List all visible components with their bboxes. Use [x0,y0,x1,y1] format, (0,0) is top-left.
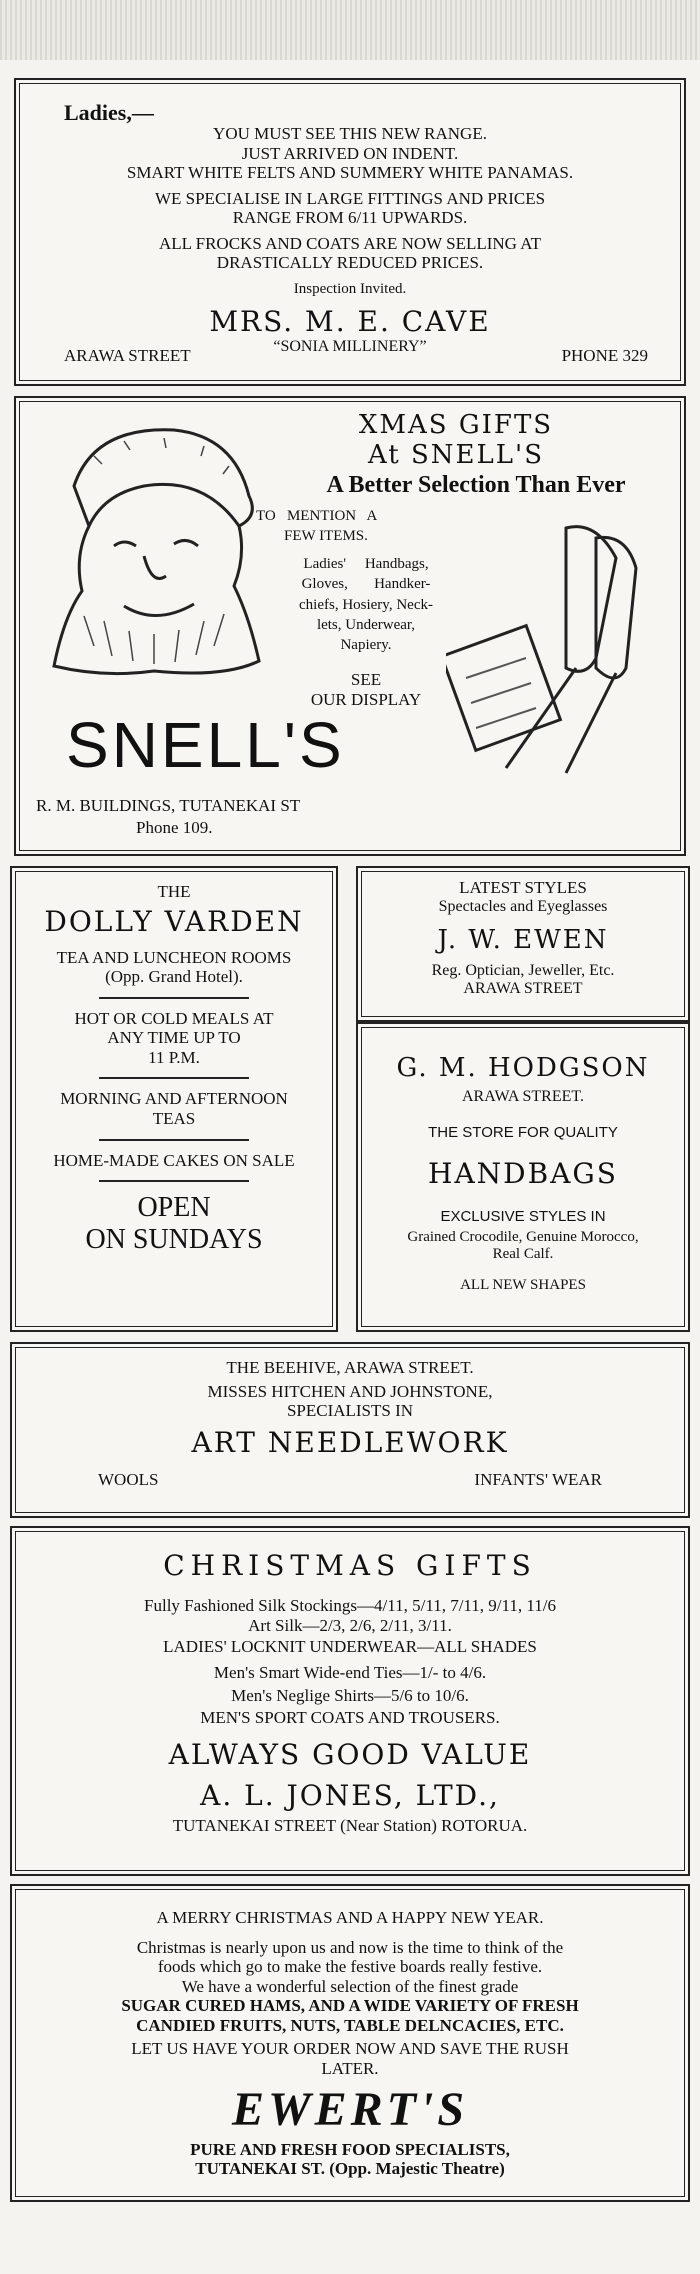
beehive-line: MISSES HITCHEN AND JOHNSTONE, [207,1381,493,1401]
hodgson-materials: Real Calf. [492,1246,554,1263]
page-top-edge [0,0,700,60]
cave-street: ARAWA STREET [64,346,191,365]
snells-item: Gloves, Handker- [301,576,431,593]
ad-ewen [356,866,690,1022]
snells-intro: TO MENTION A [256,508,378,524]
cave-line: SMART WHITE FELTS AND SUMMERY WHITE PANAMAS. [126,163,574,183]
cave-invite: Inspection Invited. [293,280,407,297]
divider [99,1180,249,1182]
snells-see: SEE [350,670,382,689]
jones-address: TUTANEKAI STREET (Near Station) ROTORUA. [172,1815,528,1835]
dolly-meals: HOT OR COLD MEALS AT [74,1008,274,1028]
hodgson-materials: Grained Crocodile, Genuine Morocco, [407,1228,639,1245]
dolly-teas: TEAS [152,1109,196,1129]
snells-name: SNELL'S [66,709,345,781]
ewerts-para: foods which go to make the festive boards really festive. [157,1957,543,1977]
cave-shop: “SONIA MILLINERY” [273,338,427,356]
dolly-the: THE [157,882,191,901]
ewerts-para: LATER. [321,2058,379,2078]
jones-line: Fully Fashioned Silk Stockings—4/11, 5/11, 7/11, 9/11, 11/6 [144,1596,556,1616]
hodgson-street: ARAWA STREET. [462,1087,584,1105]
divider [99,1077,249,1079]
ewerts-greet: A MERRY CHRISTMAS AND A HAPPY NEW YEAR. [156,1908,544,1927]
jones-line: LADIES' LOCKNIT UNDERWEAR—ALL SHADES [163,1637,537,1657]
dolly-line: (Opp. Grand Hotel). [105,967,243,987]
snells-subtitle: At SNELL'S [367,440,545,470]
beehive-wools: WOOLS [98,1470,159,1489]
ad-dolly-varden [10,866,338,1332]
ewerts-para: LET US HAVE YOUR ORDER NOW AND SAVE THE RUSH [131,2039,569,2059]
snells-intro: FEW ITEMS. [284,528,368,544]
ad-hodgson [356,1022,690,1332]
ewen-line: LATEST STYLES [459,878,587,897]
hodgson-shapes: ALL NEW SHAPES [460,1277,586,1294]
snells-phone: Phone 109. [136,818,213,837]
snells-title: XMAS GIFTS [358,410,554,440]
snells-tagline: A Better Selection Than Ever [326,472,626,498]
ewerts-para: We have a wonderful selection of the finest grade [181,1976,519,1996]
cave-line: WE SPECIALISE IN LARGE FITTINGS AND PRICES [154,188,546,208]
beehive-infants: INFANTS' WEAR [474,1470,602,1489]
snells-item: Ladies' Handbags, [303,556,429,572]
dolly-meals: 11 P.M. [148,1047,200,1067]
ad-ewerts [10,1884,690,2202]
cave-line: RANGE FROM 6/11 UPWARDS. [232,208,468,228]
hodgson-product: HANDBAGS [428,1156,618,1190]
jones-line: Men's Smart Wide-end Ties—1/- to 4/6. [213,1662,487,1682]
ewen-line: Spectacles and Eyeglasses [438,897,608,915]
jones-value: ALWAYS GOOD VALUE [168,1738,532,1772]
ad-cave [14,78,686,386]
dolly-teas: MORNING AND AFTERNOON [60,1089,288,1109]
beehive-title: ART NEEDLEWORK [191,1425,509,1459]
cave-line: ALL FROCKS AND COATS ARE NOW SELLING AT [158,233,542,253]
ewerts-para: SUGAR CURED HAMS, AND A WIDE VARIETY OF FRESH [121,1996,579,2016]
cave-phone: PHONE 329 [561,346,648,365]
cave-line: JUST ARRIVED ON INDENT. [241,143,459,163]
dolly-cakes: HOME-MADE CAKES ON SALE [53,1150,295,1170]
divider [99,1139,249,1141]
beehive-line: THE BEEHIVE, ARAWA STREET. [226,1358,474,1377]
ad-jones [10,1526,690,1876]
snells-item: Napiery. [340,637,392,653]
gloves-illustration [446,518,676,778]
jones-line: Art Silk—2/3, 2/6, 2/11, 3/11. [248,1615,452,1635]
ewerts-para: Christmas is nearly upon us and now is the time to think of the [136,1937,564,1957]
hodgson-name: G. M. HODGSON [396,1053,650,1083]
hodgson-store: THE STORE FOR QUALITY [428,1124,618,1142]
ad-beehive [10,1342,690,1518]
ewen-name: J. W. EWEN [437,924,609,955]
ewerts-name: EWERT'S [231,2083,469,2137]
cave-line: YOU MUST SEE THIS NEW RANGE. [213,124,487,143]
ewen-line: Reg. Optician, Jeweller, Etc. [431,961,615,979]
dolly-line: TEA AND LUNCHEON ROOMS [56,947,292,967]
ewerts-para: CANDIED FRUITS, NUTS, TABLE DELNCACIES, ETC. [136,2015,564,2035]
dolly-meals: ANY TIME UP TO [107,1028,241,1048]
ewerts-tag: TUTANEKAI ST. (Opp. Majestic Theatre) [195,2159,505,2179]
dolly-name: DOLLY VARDEN [44,904,304,938]
cave-salutation: Ladies,— [64,100,154,125]
beehive-line: SPECIALISTS IN [286,1401,414,1421]
santa-illustration [34,416,269,681]
ad-snells [14,396,686,856]
divider [99,997,249,999]
ewerts-tag: PURE AND FRESH FOOD SPECIALISTS, [190,2139,510,2159]
snells-item: lets, Underwear, [316,616,416,633]
snells-address: R. M. BUILDINGS, TUTANEKAI ST [36,796,301,815]
dolly-sundays: ON SUNDAYS [85,1224,263,1256]
dolly-open: OPEN [137,1192,211,1224]
ewen-line: ARAWA STREET [463,980,583,998]
cave-name: MRS. M. E. CAVE [209,305,491,339]
hodgson-excl: EXCLUSIVE STYLES IN [440,1207,606,1225]
jones-name: A. L. JONES, LTD., [200,1778,500,1812]
cave-line: DRASTICALLY REDUCED PRICES. [216,253,484,273]
jones-line: MEN'S SPORT COATS AND TROUSERS. [200,1707,500,1727]
jones-title: CHRISTMAS GIFTS [163,1549,537,1582]
snells-display: OUR DISPLAY [310,690,422,709]
jones-line: Men's Neglige Shirts—5/6 to 10/6. [231,1686,469,1706]
snells-item: chiefs, Hosiery, Neck- [299,596,433,613]
